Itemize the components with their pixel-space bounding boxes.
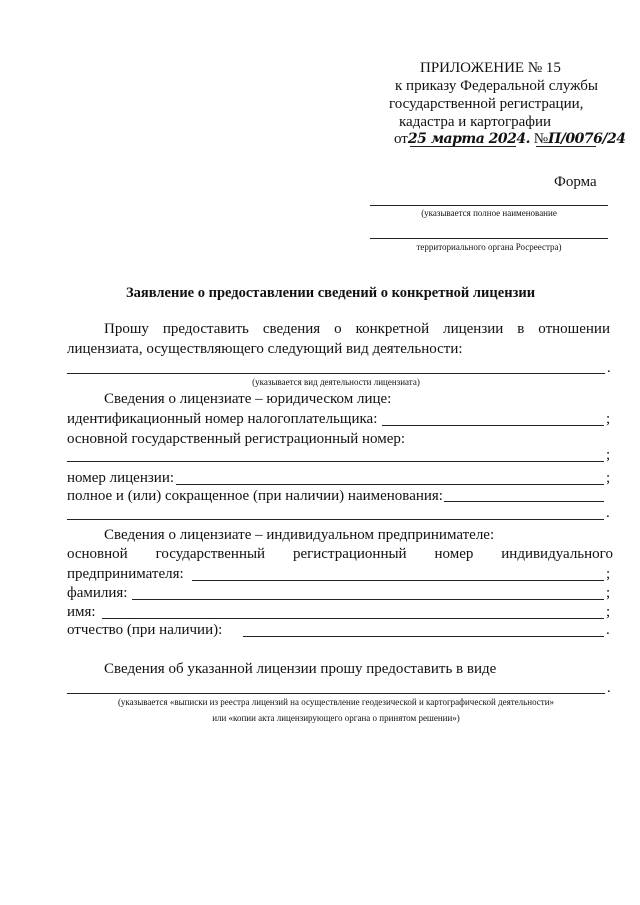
recipient-caption-1: (указывается полное наименование xyxy=(421,208,557,218)
form-label: Форма xyxy=(554,174,597,190)
activity-caption: (указывается вид деятельности лицензиата) xyxy=(252,377,420,387)
first-name-label: имя: xyxy=(67,604,96,620)
appendix-order-line: к приказу Федеральной службы xyxy=(395,78,599,94)
ogrn-field[interactable] xyxy=(67,461,604,462)
org-name-field-continued[interactable] xyxy=(67,519,604,520)
intro-word: отношении xyxy=(538,321,610,337)
entrepreneur-heading: Сведения о лицензиате – индивидуальном предпринимателе: xyxy=(104,527,495,543)
ogrnip-field[interactable] xyxy=(192,580,604,581)
patronymic-dot: . xyxy=(606,622,610,638)
intro-word: в xyxy=(517,321,525,337)
org-name-dot: . xyxy=(606,505,610,521)
intro-word: Прошу xyxy=(104,321,149,337)
ogrnip-word: основной xyxy=(67,546,128,562)
ogrnip-line xyxy=(67,546,613,563)
intro-word: о xyxy=(334,321,342,337)
recipient-line-1 xyxy=(370,205,608,206)
recipient-caption-2: территориального органа Росреестра) xyxy=(416,242,562,252)
appendix-cadastre-line: кадастра и картографии xyxy=(399,114,552,130)
ogrnip-word: номер xyxy=(434,546,474,562)
appendix-agency-line: государственной регистрации, xyxy=(389,96,584,112)
intro-word: предоставить xyxy=(162,321,249,337)
ogrnip-word: регистрационный xyxy=(292,546,407,562)
appendix-number: ПРИЛОЖЕНИЕ № 15 xyxy=(420,60,561,76)
format-heading: Сведения об указанной лицензии прошу предоставить в виде xyxy=(104,661,497,677)
number-underline xyxy=(536,146,596,147)
surname-field[interactable] xyxy=(132,599,604,600)
license-number-field[interactable] xyxy=(176,484,604,485)
ogrn-semicolon: ; xyxy=(606,447,611,463)
inn-label: идентификационный номер налогоплательщика: xyxy=(67,411,378,427)
date-underline xyxy=(410,146,516,147)
ogrnip-word: индивидуального xyxy=(501,546,613,562)
format-field[interactable] xyxy=(67,693,605,694)
org-name-label: полное и (или) сокращенное (при наличии) наименования: xyxy=(67,488,443,504)
legal-entity-heading: Сведения о лицензиате – юридическом лице: xyxy=(104,391,392,407)
intro-line-1 xyxy=(104,321,610,338)
format-caption-2: или «копии акта лицензирующего органа о принятом решении») xyxy=(212,713,460,723)
recipient-line-2 xyxy=(370,238,608,239)
intro-line-2: лицензиата, осуществляющего следующий вид деятельности: xyxy=(67,341,463,357)
entrepreneur-label: предпринимателя: xyxy=(67,566,184,582)
date-prefix: от xyxy=(394,131,408,147)
intro-word: сведения xyxy=(262,321,321,337)
intro-word: лицензии xyxy=(443,321,504,337)
activity-end-dot: . xyxy=(607,360,611,376)
patronymic-label: отчество (при наличии): xyxy=(67,622,223,638)
order-date-handwritten: 25 марта 2024. xyxy=(407,131,530,147)
license-number-label: номер лицензии: xyxy=(67,470,175,486)
surname-label: фамилия: xyxy=(67,585,128,601)
surname-semicolon: ; xyxy=(606,585,611,601)
inn-semicolon: ; xyxy=(606,411,611,427)
inn-field[interactable] xyxy=(382,425,604,426)
format-dot: . xyxy=(607,680,611,696)
number-prefix: № xyxy=(533,131,549,147)
order-number-handwritten: П/0076/24 xyxy=(548,131,626,147)
first-name-semicolon: ; xyxy=(606,604,611,620)
ogrnip-word: государственный xyxy=(155,546,266,562)
license-number-semicolon: ; xyxy=(606,470,611,486)
document-title: Заявление о предоставлении сведений о конкретной лицензии xyxy=(126,285,536,301)
org-name-field[interactable] xyxy=(444,501,604,502)
ogrnip-semicolon: ; xyxy=(606,566,611,582)
ogrn-label: основной государственный регистрационный номер: xyxy=(67,431,406,447)
activity-field[interactable] xyxy=(67,373,605,374)
intro-word: конкретной xyxy=(355,321,430,337)
format-caption-1: (указывается «выписки из реестра лицензий на осуществление геодезической и картографической деятельности» xyxy=(117,697,555,707)
patronymic-field[interactable] xyxy=(243,636,604,637)
first-name-field[interactable] xyxy=(102,618,604,619)
